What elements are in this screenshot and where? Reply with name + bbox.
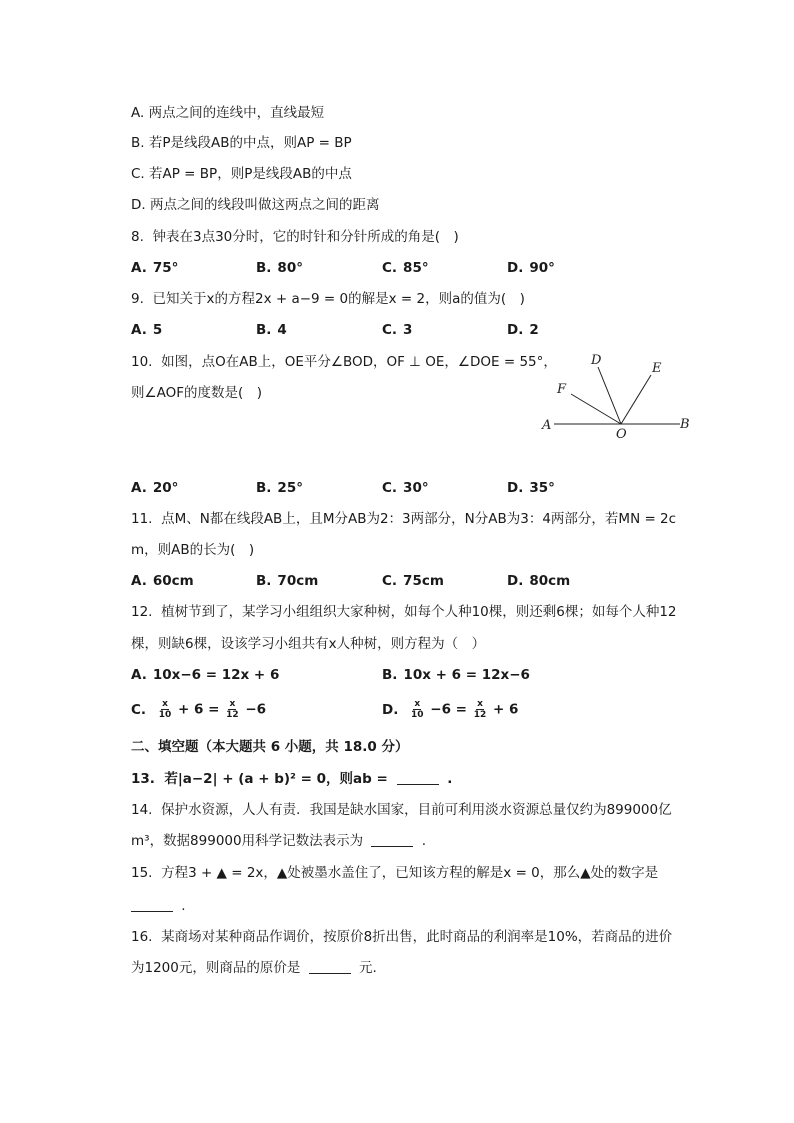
q8-option-a: A. 75° (131, 260, 179, 276)
q10-option-c: C. 30° (382, 480, 429, 496)
q10-stem-line2: 则∠AOF的度数是( ) (131, 385, 263, 401)
q15-stem-line2: . (131, 896, 186, 916)
q9-option-c: C. 3 (382, 322, 413, 338)
q11-option-d: D. 80cm (507, 573, 571, 589)
q9-option-a: A. 5 (131, 322, 163, 338)
q8-stem: 8. 钟表在3点30分时，它的时针和分针所成的角是( ) (131, 229, 459, 245)
q10-stem-line1: 10. 如图，点O在AB上，OE平分∠BOD，OF ⊥ OE，∠DOE = 55°， (131, 354, 557, 370)
q16-stem-line2: 为1200元，则商品的原价是 元. (131, 960, 377, 976)
q8-option-b: B. 80° (256, 260, 303, 276)
ray-od (598, 367, 621, 424)
q11-option-a: A. 60cm (131, 573, 194, 589)
ray-of (571, 394, 621, 424)
q11-stem-line1: 11. 点M、N都在线段AB上，且M分AB为2：3两部分，N分AB为3：4两部分，若MN = 2c (131, 511, 677, 527)
q9-option-b: B. 4 (256, 322, 287, 338)
fraction: $\frac{x}{10}$ (411, 699, 424, 720)
q10-angle-figure (538, 348, 698, 444)
q15-stem-line1: 15. 方程3 + ▲ = 2x，▲处被墨水盖住了，已知该方程的解是x = 0，那么▲处的数字是 (131, 865, 659, 881)
label-e: E (652, 361, 662, 376)
fraction: $\frac{x}{10}$ (158, 699, 172, 720)
q14-stem-line2: m³，数据899000用科学记数法表示为 . (131, 833, 426, 849)
q12-option-b: B. 10x + 6 = 12x−6 (382, 667, 530, 683)
answer-blank[interactable] (397, 771, 439, 785)
q14-stem-line1: 14. 保护水资源，人人有责．我国是缺水国家，目前可利用淡水资源总量仅约为899000亿 (131, 802, 672, 818)
label-d: D (591, 353, 602, 368)
label-o: O (616, 427, 627, 442)
q10-option-b: B. 25° (256, 480, 303, 496)
q10-option-a: A. 20° (131, 480, 179, 496)
label-f: F (557, 382, 567, 397)
q11-option-c: C. 75cm (382, 573, 444, 589)
ray-oe (621, 375, 651, 424)
q12-stem-line1: 12. 植树节到了，某学习小组组织大家种树，如每个人种10棵，则还剩6棵；如每个人种12 (131, 604, 677, 620)
fraction: $\frac{x}{12}$ (473, 699, 487, 720)
answer-blank[interactable] (131, 898, 173, 912)
q13-stem: 13. 若|a−2| + (a + b)² = 0，则ab = . (131, 771, 453, 787)
answer-blank[interactable] (309, 960, 351, 974)
q7-option-a: A. 两点之间的连线中，直线最短 (131, 105, 325, 121)
q11-option-b: B. 70cm (256, 573, 319, 589)
section-title: 二、填空题（本大题共 6 小题，共 18.0 分） (131, 739, 409, 755)
q12-option-c: C. $\frac{x}{10}$ + 6 = $\frac{x}{12}$ −6 (131, 699, 267, 720)
answer-blank[interactable] (371, 833, 413, 847)
label-b: B (680, 417, 690, 432)
label-a: A (542, 418, 552, 433)
q8-option-c: C. 85° (382, 260, 429, 276)
q16-stem-line1: 16. 某商场对某种商品作调价，按原价8折出售，此时商品的利润率是10%，若商品的进价 (131, 929, 673, 945)
q9-stem: 9. 已知关于x的方程2x + a−9 = 0的解是x = 2，则a的值为( ) (131, 291, 525, 307)
q12-stem-line2: 棵，则缺6棵，设该学习小组共有x人种树，则方程为（ ） (131, 636, 486, 652)
q11-stem-line2: m，则AB的长为( ) (131, 542, 255, 558)
q10-option-d: D. 35° (507, 480, 555, 496)
q8-option-d: D. 90° (507, 260, 555, 276)
q12-option-a: A. 10x−6 = 12x + 6 (131, 667, 280, 683)
fraction: $\frac{x}{12}$ (226, 699, 239, 720)
q7-option-b: B. 若P是线段AB的中点，则AP = BP (131, 135, 352, 151)
q7-option-d: D. 两点之间的线段叫做这两点之间的距离 (131, 197, 380, 213)
q7-option-c: C. 若AP = BP，则P是线段AB的中点 (131, 166, 352, 182)
q12-option-d: D. $\frac{x}{10}$ −6 = $\frac{x}{12}$ + 6 (382, 699, 519, 720)
q9-option-d: D. 2 (507, 322, 539, 338)
